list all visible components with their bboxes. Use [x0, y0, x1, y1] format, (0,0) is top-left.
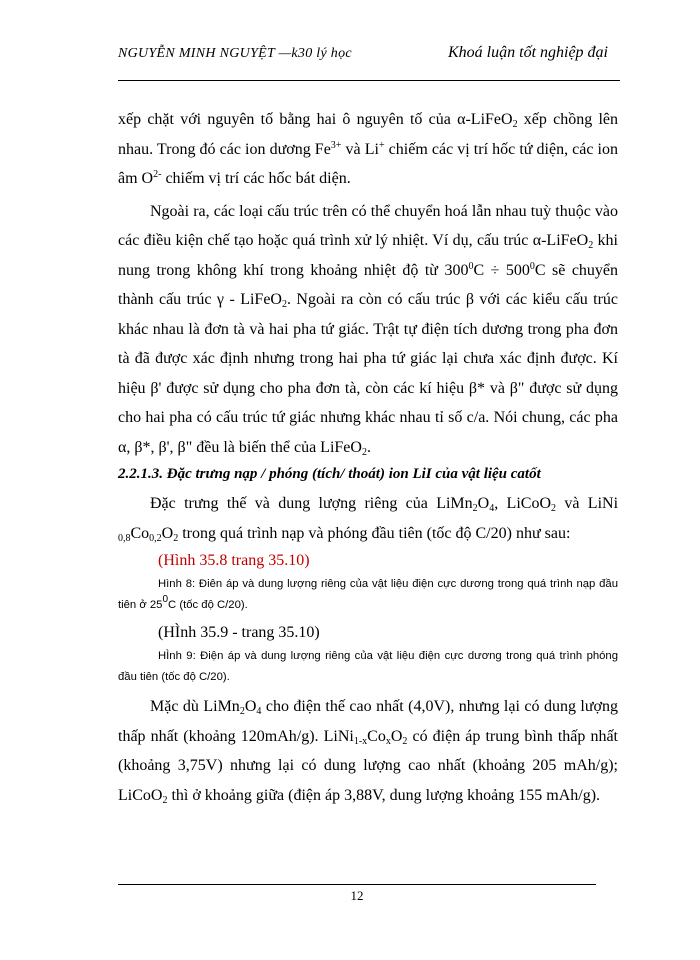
footer-rule — [118, 884, 596, 885]
header-title: Khoá luận tốt nghiệp đại — [448, 44, 608, 61]
section-heading: 2.2.1.3. Đặc trưng nạp / phóng (tích/ thoát) ion LiI của vật liệu catốt — [118, 466, 541, 482]
page-body — [118, 105, 618, 810]
paragraph-3: Đặc trưng thế và dung lượng riêng của $LiMn_2O_4$, LiCoO$_2$ và LiNi $_{0,8}Co_{0,2}O_2$ trong quá trình nạp và phóng đầu tiên (tốc độ C/20) như sau: — [118, 495, 619, 544]
paragraph-4: Mặc dù $LiMn_2O_4$ cho điện thế cao nhất (4,0V), nhưng lại có dung lượng thấp nhất (khoảng 120mAh/g). $LiNi_{1-x}Co_xO_2$ có điện áp trung bình thấp nhất (khoảng 3,75V) nhưng lại có dung lượng cao nhất (khoảng 205 mAh/g); LiCoO$_2$ thì ở khoảng giữa (điện áp 3,88V, dung lượng khoảng 155 mAh/g). — [118, 698, 619, 806]
figure-9-reference: (HÌnh 35.9 - trang 35.10) — [158, 624, 320, 641]
page-number: 12 — [350, 888, 364, 903]
paragraph-2: Ngoài ra, các loại cấu trúc trên có thể chuyển hoá lẫn nhau tuỳ thuộc vào các điều kiện chế tạo hoặc quá trình xử lý nhiệt. Ví dụ, cấu trúc α-LiFeO$_2$ khi nung trong không khí trong khoảng nhiệt độ từ $300^0C \div 500^0C$ sẽ chuyển thành cấu trúc γ - LiFeO$_2$. Ngoài ra còn có cấu trúc β với các kiểu cấu trúc khác nhau là đơn tà và hai pha tứ giác. Trật tự điện tích dương trong pha đơn tà đã được xác định nhưng trong hai pha tứ giác lại chưa xác định được. Kí hiệu β' được sử dụng cho pha đơn tà, còn các kí hiệu β* và β" được sử dụng cho hai pha có cấu trúc tứ giác nhưng khác nhau tỉ số c/a. Nói chung, các pha α, β*, β', β" đều là biến thể của LiFeO$_2$. — [118, 202, 619, 458]
figure-8-caption: Hình 8: Điên áp và dung lượng riêng của vật liệu điện cực dương trong quá trình nạp đầu tiên ở $25^0C$ (tốc độ C/20). — [118, 578, 618, 611]
header-rule — [118, 80, 620, 81]
header-author: NGUYỄN MINH NGUYỆT —k30 lý học — [118, 46, 352, 61]
figure-9-caption: HÌnh 9: Điện áp và dung lượng riêng của vật liệu điện cực dương trong quá trình phóng đầu tiên (tốc độ C/20). — [118, 650, 618, 683]
figure-8-reference: (Hình 35.8 trang 35.10) — [158, 552, 310, 569]
paragraph-1: xếp chặt với nguyên tố bằng hai ô nguyên tố của α-LiFeO$_2$ xếp chồng lên nhau. Trong đó các ion dương $Fe^{3+}$ và Li+ chiếm các vị trí hốc tứ diện, các ion âm $O^{2-}$ chiếm vị trí các hốc bát diện. — [118, 111, 619, 187]
